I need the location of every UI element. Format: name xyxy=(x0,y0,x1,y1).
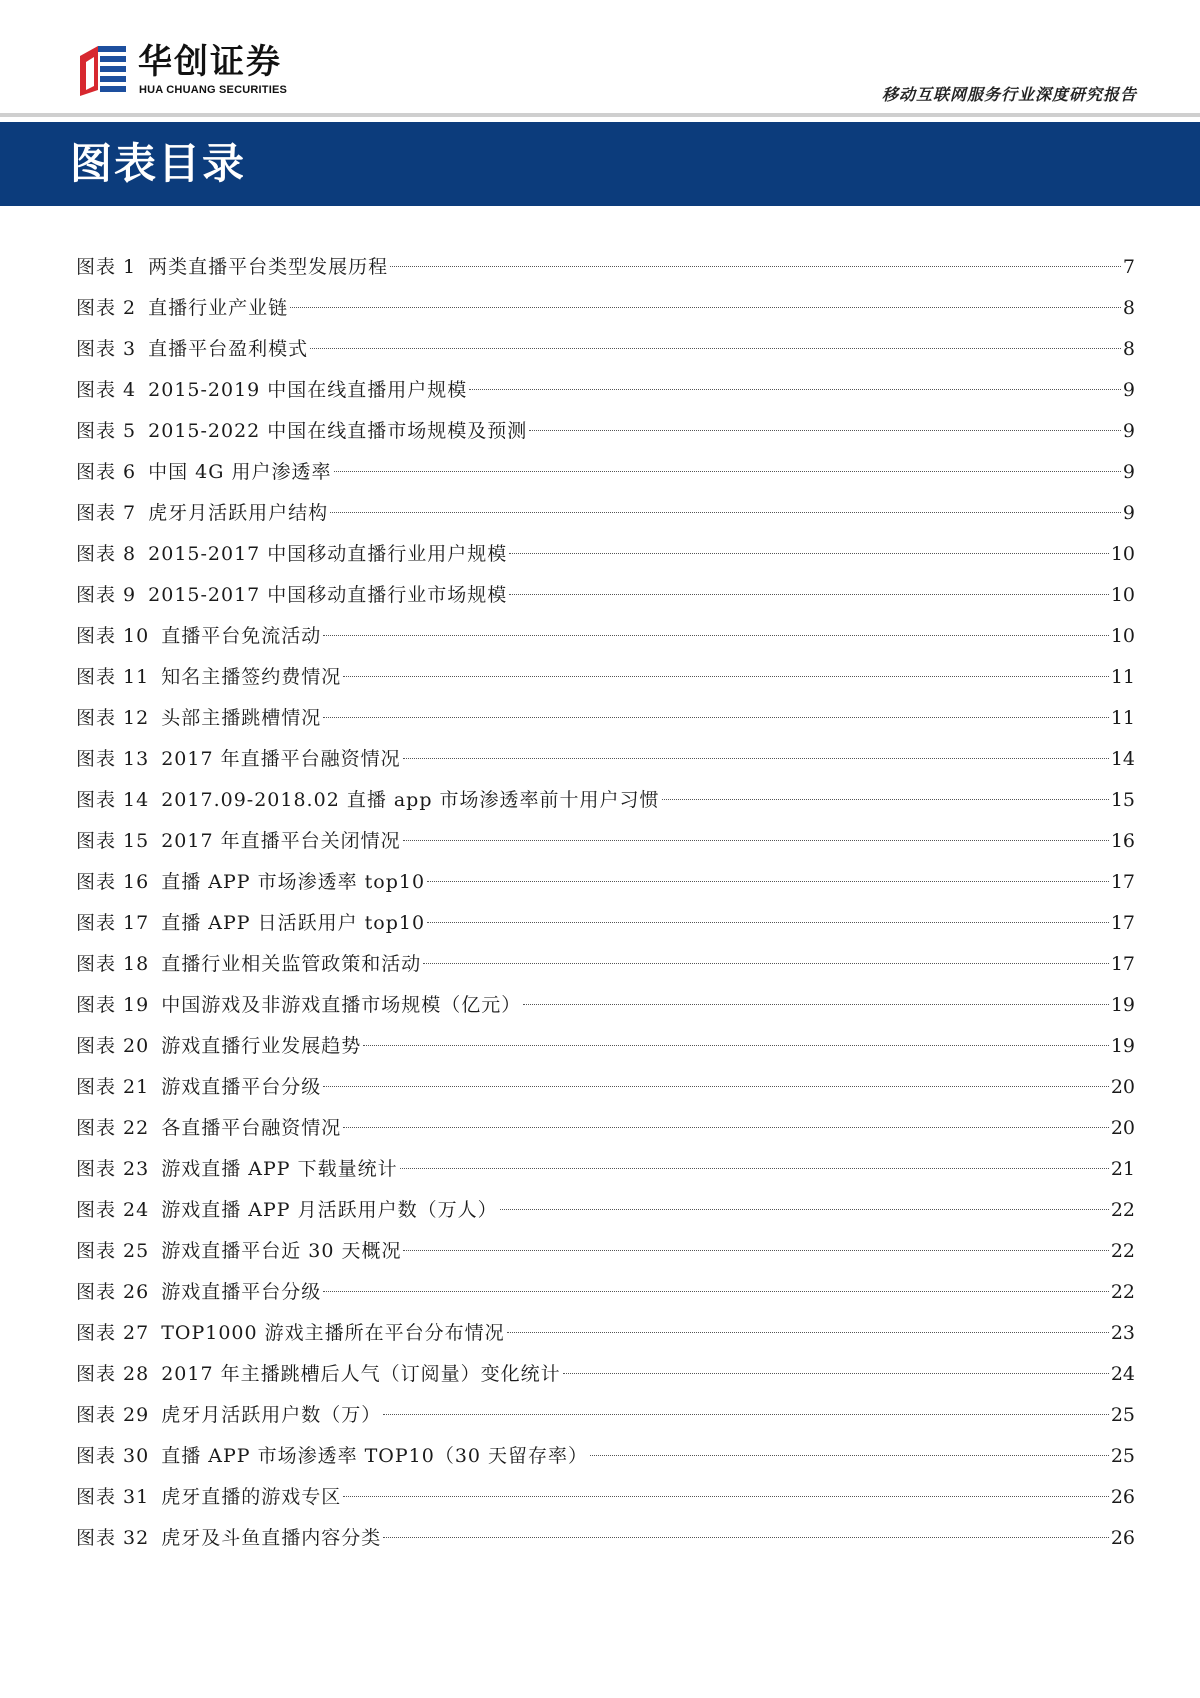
toc-entry-title: 虎牙月活跃用户数（万） xyxy=(161,1404,382,1426)
toc-dot-leader xyxy=(403,840,1109,841)
toc-entry-label: 图表 20 xyxy=(76,1035,150,1057)
toc-dot-leader xyxy=(390,266,1121,267)
toc-entry-page-number: 11 xyxy=(1110,707,1135,729)
toc-entry-label: 图表 13 xyxy=(76,748,150,770)
toc-dot-leader xyxy=(523,1004,1109,1005)
toc-dot-leader xyxy=(383,1537,1109,1538)
toc-entry-title: 直播行业产业链 xyxy=(148,297,289,319)
toc-entry[interactable] xyxy=(76,944,1135,985)
toc-entry[interactable] xyxy=(76,616,1135,657)
toc-entry[interactable] xyxy=(76,370,1135,411)
toc-entry-page-number: 26 xyxy=(1110,1527,1135,1549)
toc-entry-label: 图表 12 xyxy=(76,707,150,729)
toc-entry-title: 知名主播签约费情况 xyxy=(161,666,342,688)
toc-entry-page-number: 14 xyxy=(1110,748,1135,770)
toc-entry-title: TOP1000 游戏主播所在平台分布情况 xyxy=(161,1322,505,1344)
toc-entry-label: 图表 9 xyxy=(76,584,137,606)
toc-entry-title: 直播 APP 日活跃用户 top10 xyxy=(161,912,426,934)
toc-entry-title: 游戏直播平台近 30 天概况 xyxy=(161,1240,402,1262)
toc-entry-title: 2017.09-2018.02 直播 app 市场渗透率前十用户习惯 xyxy=(161,789,660,811)
toc-dot-leader xyxy=(323,1291,1109,1292)
toc-entry-page-number: 10 xyxy=(1110,543,1135,565)
toc-entry[interactable] xyxy=(76,452,1135,493)
toc-entry[interactable] xyxy=(76,862,1135,903)
toc-entry-page-number: 23 xyxy=(1110,1322,1135,1344)
brand-name-cn: 华创证券 xyxy=(138,42,282,82)
toc-dot-leader xyxy=(323,717,1109,718)
toc-entry-label: 图表 8 xyxy=(76,543,137,565)
toc-entry-label: 图表 31 xyxy=(76,1486,150,1508)
toc-entry-title: 直播平台免流活动 xyxy=(161,625,322,647)
toc-entry-page-number: 26 xyxy=(1110,1486,1135,1508)
toc-entry-page-number: 9 xyxy=(1122,461,1135,483)
toc-entry[interactable] xyxy=(76,1231,1135,1272)
toc-dot-leader xyxy=(343,1127,1109,1128)
toc-entry-label: 图表 1 xyxy=(76,256,137,278)
toc-entry-page-number: 10 xyxy=(1110,625,1135,647)
toc-entry-label: 图表 2 xyxy=(76,297,137,319)
toc-entry-page-number: 25 xyxy=(1110,1445,1135,1467)
toc-entry[interactable] xyxy=(76,1149,1135,1190)
toc-entry-title: 2015-2022 中国在线直播市场规模及预测 xyxy=(148,420,528,442)
toc-entry-label: 图表 17 xyxy=(76,912,150,934)
toc-entry[interactable] xyxy=(76,411,1135,452)
toc-entry-page-number: 20 xyxy=(1110,1117,1135,1139)
toc-dot-leader xyxy=(403,758,1109,759)
toc-entry-page-number: 19 xyxy=(1110,994,1135,1016)
toc-entry[interactable] xyxy=(76,903,1135,944)
toc-entry[interactable] xyxy=(76,493,1135,534)
toc-entry-title: 头部主播跳槽情况 xyxy=(161,707,322,729)
toc-entry-title: 2015-2017 中国移动直播行业市场规模 xyxy=(148,584,508,606)
toc-entry-title: 直播行业相关监管政策和活动 xyxy=(161,953,422,975)
toc-dot-leader xyxy=(423,963,1109,964)
toc-entry[interactable] xyxy=(76,739,1135,780)
toc-entry-page-number: 19 xyxy=(1110,1035,1135,1057)
toc-entry[interactable] xyxy=(76,534,1135,575)
toc-entry[interactable] xyxy=(76,821,1135,862)
toc-entry-page-number: 11 xyxy=(1110,666,1135,688)
toc-entry-page-number: 15 xyxy=(1110,789,1135,811)
brand-name-en: HUA CHUANG SECURITIES xyxy=(139,84,288,96)
toc-entry-label: 图表 28 xyxy=(76,1363,150,1385)
toc-dot-leader xyxy=(400,1168,1109,1169)
toc-entry-title: 2017 年直播平台融资情况 xyxy=(161,748,401,770)
toc-entry-title: 游戏直播 APP 月活跃用户数（万人） xyxy=(161,1199,498,1221)
toc-entry-label: 图表 18 xyxy=(76,953,150,975)
toc-entry-page-number: 20 xyxy=(1110,1076,1135,1098)
toc-entry[interactable] xyxy=(76,1272,1135,1313)
toc-dot-leader xyxy=(343,1496,1109,1497)
toc-entry-page-number: 24 xyxy=(1110,1363,1135,1385)
toc-dot-leader xyxy=(290,307,1121,308)
toc-entry-label: 图表 5 xyxy=(76,420,137,442)
toc-entry-title: 中国 4G 用户渗透率 xyxy=(148,461,332,483)
toc-entry-page-number: 9 xyxy=(1122,420,1135,442)
toc-entry-page-number: 17 xyxy=(1110,871,1135,893)
toc-entry-page-number: 22 xyxy=(1110,1240,1135,1262)
table-of-figures xyxy=(76,247,1135,1559)
toc-entry-title: 游戏直播 APP 下载量统计 xyxy=(161,1158,398,1180)
toc-entry-label: 图表 27 xyxy=(76,1322,150,1344)
company-logo-icon xyxy=(76,42,132,98)
toc-dot-leader xyxy=(529,430,1121,431)
toc-entry[interactable] xyxy=(76,1190,1135,1231)
toc-dot-leader xyxy=(500,1209,1109,1210)
toc-dot-leader xyxy=(334,471,1121,472)
toc-entry-label: 图表 24 xyxy=(76,1199,150,1221)
toc-dot-leader xyxy=(507,1332,1109,1333)
toc-entry[interactable] xyxy=(76,985,1135,1026)
toc-entry-label: 图表 6 xyxy=(76,461,137,483)
toc-dot-leader xyxy=(662,799,1109,800)
toc-dot-leader xyxy=(590,1455,1109,1456)
toc-entry[interactable] xyxy=(76,575,1135,616)
toc-entry-title: 游戏直播平台分级 xyxy=(161,1076,322,1098)
toc-entry-page-number: 16 xyxy=(1110,830,1135,852)
toc-entry-label: 图表 11 xyxy=(76,666,150,688)
toc-entry[interactable] xyxy=(76,288,1135,329)
toc-dot-leader xyxy=(469,389,1121,390)
toc-entry-label: 图表 23 xyxy=(76,1158,150,1180)
toc-entry[interactable] xyxy=(76,1477,1135,1518)
toc-entry-title: 2015-2017 中国移动直播行业用户规模 xyxy=(148,543,508,565)
toc-dot-leader xyxy=(323,1086,1109,1087)
toc-entry-label: 图表 19 xyxy=(76,994,150,1016)
toc-entry-page-number: 9 xyxy=(1122,379,1135,401)
toc-entry-page-number: 25 xyxy=(1110,1404,1135,1426)
toc-dot-leader xyxy=(383,1414,1109,1415)
section-banner xyxy=(0,122,1200,206)
toc-entry-label: 图表 22 xyxy=(76,1117,150,1139)
toc-entry-label: 图表 32 xyxy=(76,1527,150,1549)
toc-dot-leader xyxy=(403,1250,1108,1251)
toc-entry[interactable] xyxy=(76,1354,1135,1395)
toc-entry-label: 图表 14 xyxy=(76,789,150,811)
toc-dot-leader xyxy=(330,512,1121,513)
toc-dot-leader xyxy=(427,922,1109,923)
toc-entry-page-number: 9 xyxy=(1122,502,1135,524)
toc-dot-leader xyxy=(509,553,1109,554)
toc-entry[interactable] xyxy=(76,247,1135,288)
toc-entry[interactable] xyxy=(76,1313,1135,1354)
toc-entry-title: 两类直播平台类型发展历程 xyxy=(148,256,389,278)
toc-entry-page-number: 17 xyxy=(1110,912,1135,934)
section-title: 图表目录 xyxy=(70,139,247,188)
toc-entry[interactable] xyxy=(76,1518,1135,1559)
toc-entry-page-number: 7 xyxy=(1122,256,1135,278)
toc-dot-leader xyxy=(310,348,1121,349)
toc-entry-title: 2017 年主播跳槽后人气（订阅量）变化统计 xyxy=(161,1363,561,1385)
toc-entry-title: 虎牙及斗鱼直播内容分类 xyxy=(161,1527,382,1549)
toc-entry-label: 图表 16 xyxy=(76,871,150,893)
toc-entry-page-number: 8 xyxy=(1122,297,1135,319)
toc-dot-leader xyxy=(563,1373,1109,1374)
toc-entry-title: 直播 APP 市场渗透率 TOP10（30 天留存率） xyxy=(161,1445,589,1467)
toc-entry-title: 直播 APP 市场渗透率 top10 xyxy=(161,871,426,893)
toc-entry-page-number: 22 xyxy=(1110,1281,1135,1303)
toc-dot-leader xyxy=(323,635,1109,636)
toc-entry[interactable] xyxy=(76,1395,1135,1436)
toc-entry-label: 图表 10 xyxy=(76,625,150,647)
toc-entry-title: 中国游戏及非游戏直播市场规模（亿元） xyxy=(161,994,522,1016)
toc-entry-title: 2015-2019 中国在线直播用户规模 xyxy=(148,379,468,401)
toc-entry-label: 图表 15 xyxy=(76,830,150,852)
toc-entry[interactable] xyxy=(76,780,1135,821)
toc-entry[interactable] xyxy=(76,698,1135,739)
toc-entry-title: 各直播平台融资情况 xyxy=(161,1117,342,1139)
toc-dot-leader xyxy=(427,881,1109,882)
toc-entry-label: 图表 21 xyxy=(76,1076,150,1098)
report-title: 移动互联网服务行业深度研究报告 xyxy=(881,85,1137,104)
toc-entry-label: 图表 26 xyxy=(76,1281,150,1303)
toc-entry-title: 虎牙直播的游戏专区 xyxy=(161,1486,342,1508)
toc-entry-label: 图表 30 xyxy=(76,1445,150,1467)
toc-dot-leader xyxy=(343,676,1109,677)
toc-entry[interactable] xyxy=(76,657,1135,698)
toc-entry-title: 2017 年直播平台关闭情况 xyxy=(161,830,401,852)
toc-entry-label: 图表 29 xyxy=(76,1404,150,1426)
toc-entry-title: 虎牙月活跃用户结构 xyxy=(148,502,329,524)
toc-entry[interactable] xyxy=(76,1436,1135,1477)
toc-entry[interactable] xyxy=(76,1067,1135,1108)
toc-entry-page-number: 8 xyxy=(1122,338,1135,360)
toc-entry-title: 游戏直播平台分级 xyxy=(161,1281,322,1303)
toc-entry-title: 直播平台盈利模式 xyxy=(148,338,309,360)
toc-entry-label: 图表 7 xyxy=(76,502,137,524)
toc-entry-page-number: 21 xyxy=(1110,1158,1135,1180)
header-divider xyxy=(0,113,1200,117)
toc-entry-page-number: 22 xyxy=(1110,1199,1135,1221)
toc-entry[interactable] xyxy=(76,1026,1135,1067)
toc-entry-label: 图表 25 xyxy=(76,1240,150,1262)
toc-entry[interactable] xyxy=(76,329,1135,370)
toc-dot-leader xyxy=(509,594,1109,595)
toc-entry-page-number: 10 xyxy=(1110,584,1135,606)
toc-dot-leader xyxy=(363,1045,1109,1046)
toc-entry[interactable] xyxy=(76,1108,1135,1149)
toc-entry-label: 图表 3 xyxy=(76,338,137,360)
toc-entry-title: 游戏直播行业发展趋势 xyxy=(161,1035,362,1057)
toc-entry-label: 图表 4 xyxy=(76,379,137,401)
toc-entry-page-number: 17 xyxy=(1110,953,1135,975)
